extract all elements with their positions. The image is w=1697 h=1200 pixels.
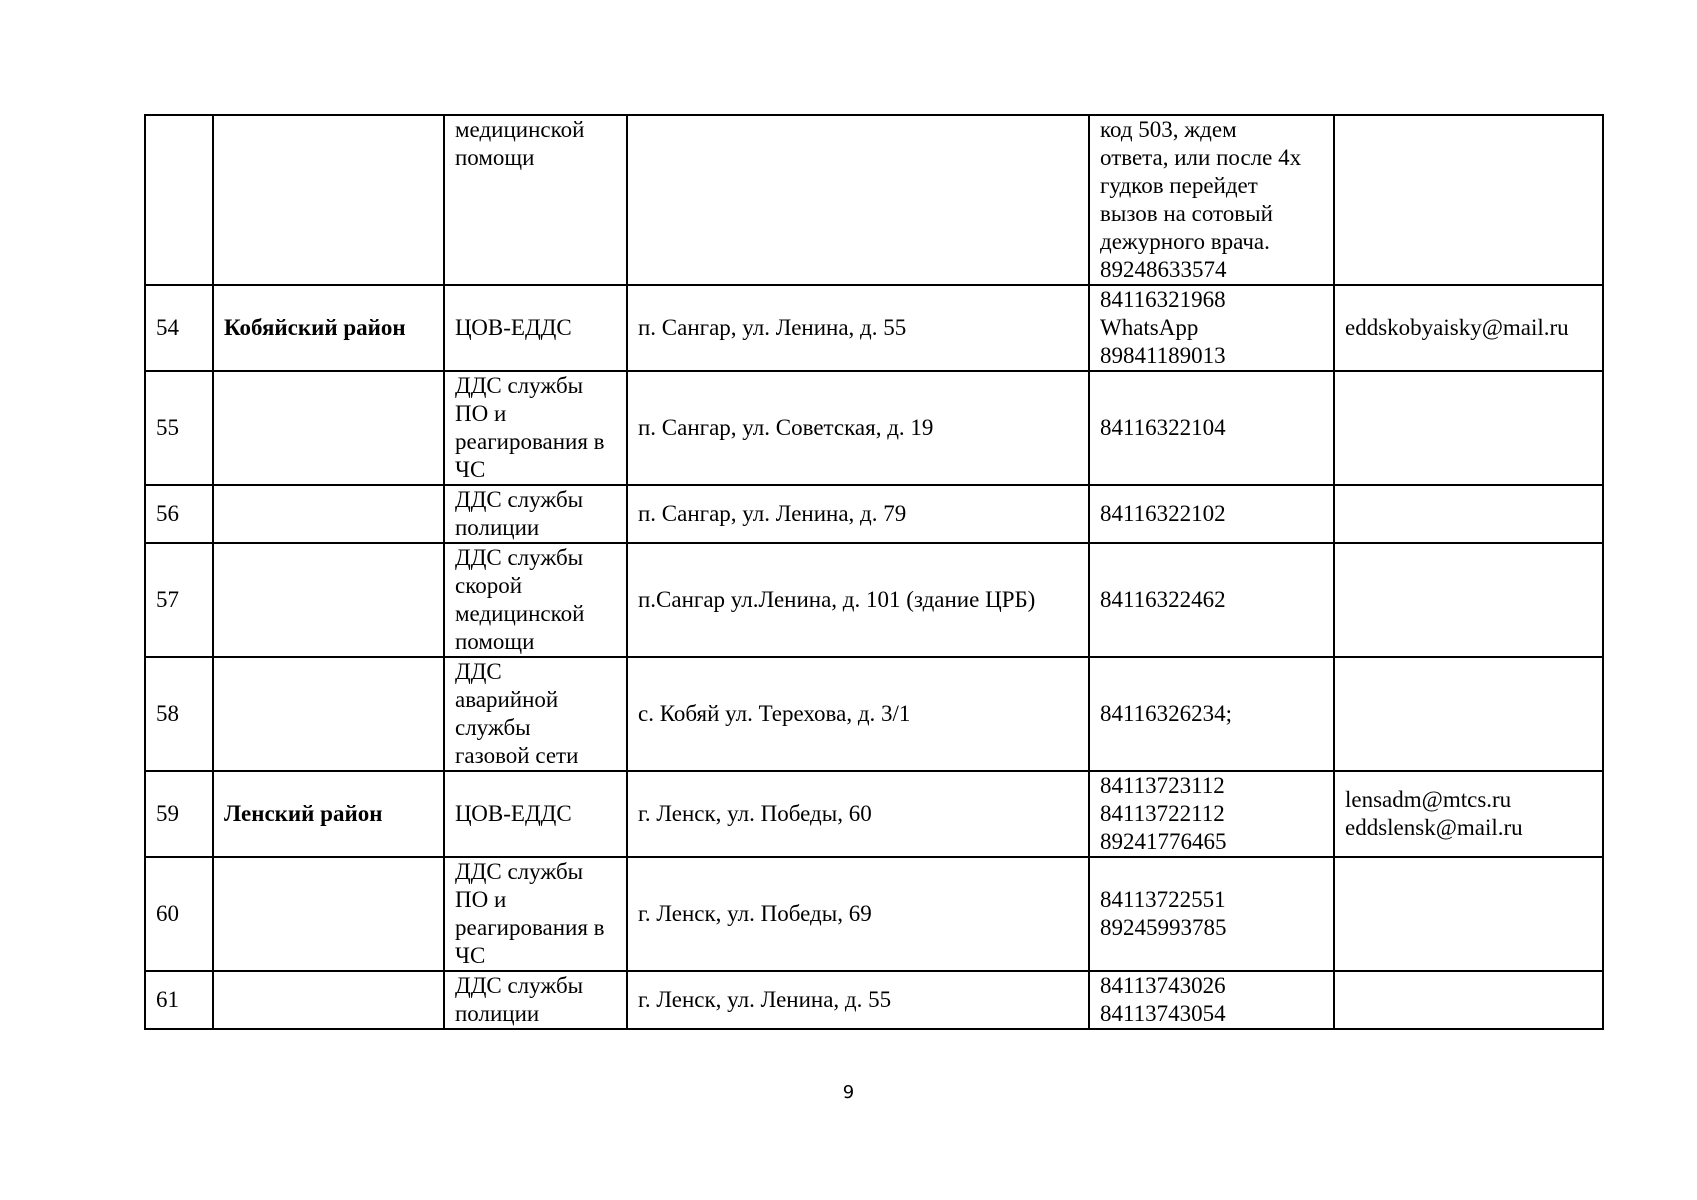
address-text: с. Кобяй ул. Терехова, д. 3/1 xyxy=(638,701,911,726)
phone-line: 84113722112 xyxy=(1100,801,1225,826)
row-number: 54 xyxy=(156,315,179,340)
district-cell xyxy=(213,115,444,285)
service-line: скорой xyxy=(455,573,523,598)
row-number: 56 xyxy=(156,501,179,526)
service-cell xyxy=(444,771,627,857)
address-cell xyxy=(627,857,1089,971)
address-text: п. Сангар, ул. Ленина, д. 79 xyxy=(638,501,907,526)
service-line: медицинской xyxy=(455,117,585,142)
service-cell xyxy=(444,115,627,285)
contacts-table xyxy=(144,114,1604,1030)
phone-cell xyxy=(1089,371,1334,485)
district-cell xyxy=(213,971,444,1029)
service-cell xyxy=(444,285,627,371)
address-cell xyxy=(627,971,1089,1029)
service-line: ДДС службы xyxy=(455,973,584,998)
phone-cell xyxy=(1089,285,1334,371)
service-cell xyxy=(444,657,627,771)
phone-line: код 503, ждем xyxy=(1100,117,1237,142)
row-number: 57 xyxy=(156,587,179,612)
email-line: lensadm@mtcs.ru xyxy=(1345,787,1512,812)
district-cell xyxy=(213,657,444,771)
district-cell xyxy=(213,543,444,657)
address-text: г. Ленск, ул. Победы, 60 xyxy=(638,801,872,826)
phone-line: 89241776465 xyxy=(1100,829,1227,854)
address-cell xyxy=(627,115,1089,285)
email-cell xyxy=(1334,771,1603,857)
row-number: 60 xyxy=(156,901,179,926)
email-cell xyxy=(1334,285,1603,371)
address-cell xyxy=(627,771,1089,857)
service-cell xyxy=(444,971,627,1029)
district-cell xyxy=(213,771,444,857)
service-line: ПО и xyxy=(455,401,507,426)
district-cell xyxy=(213,285,444,371)
row-number-cell xyxy=(145,485,213,543)
page-number: 9 xyxy=(842,1082,855,1103)
service-line: газовой сети xyxy=(455,743,579,768)
address-text: п. Сангар, ул. Ленина, д. 55 xyxy=(638,315,907,340)
service-line: помощи xyxy=(455,629,535,654)
phone-cell xyxy=(1089,857,1334,971)
address-text: п. Сангар, ул. Советская, д. 19 xyxy=(638,415,934,440)
district-cell xyxy=(213,485,444,543)
table-row xyxy=(145,371,1603,485)
service-line: аварийной xyxy=(455,687,559,712)
row-number-cell xyxy=(145,657,213,771)
phone-line: 84116322102 xyxy=(1100,501,1226,526)
table-row xyxy=(145,971,1603,1029)
email-cell xyxy=(1334,971,1603,1029)
service-line: ЧС xyxy=(455,457,486,482)
phone-line: ответа, или после 4х xyxy=(1100,145,1302,170)
phone-line: 84113722551 xyxy=(1100,887,1226,912)
service-line: полиции xyxy=(455,1001,540,1026)
email-line: eddskobyaisky@mail.ru xyxy=(1345,315,1569,340)
email-line: eddslensk@mail.ru xyxy=(1345,815,1523,840)
phone-cell xyxy=(1089,771,1334,857)
service-line: ДДС службы xyxy=(455,487,584,512)
row-number-cell xyxy=(145,971,213,1029)
table-row xyxy=(145,857,1603,971)
address-cell xyxy=(627,543,1089,657)
address-cell xyxy=(627,371,1089,485)
row-number-cell xyxy=(145,543,213,657)
row-number-cell xyxy=(145,771,213,857)
table-row xyxy=(145,285,1603,371)
table-body xyxy=(145,115,1603,1029)
row-number-cell xyxy=(145,857,213,971)
address-text: г. Ленск, ул. Ленина, д. 55 xyxy=(638,987,892,1012)
row-number-cell xyxy=(145,371,213,485)
service-cell xyxy=(444,485,627,543)
service-line: ДДС службы xyxy=(455,545,584,570)
row-number: 55 xyxy=(156,415,179,440)
phone-line: 84116326234; xyxy=(1100,701,1233,726)
email-cell xyxy=(1334,657,1603,771)
phone-line: 84116321968 xyxy=(1100,287,1226,312)
phone-line: 84113723112 xyxy=(1100,773,1225,798)
email-cell xyxy=(1334,857,1603,971)
table-row xyxy=(145,657,1603,771)
phone-cell xyxy=(1089,657,1334,771)
service-line: ЧС xyxy=(455,943,486,968)
district-cell xyxy=(213,857,444,971)
district-cell xyxy=(213,371,444,485)
phone-cell xyxy=(1089,543,1334,657)
address-cell xyxy=(627,285,1089,371)
phone-line: вызов на сотовый xyxy=(1100,201,1273,226)
service-cell xyxy=(444,543,627,657)
phone-cell xyxy=(1089,115,1334,285)
service-line: помощи xyxy=(455,145,535,170)
address-cell xyxy=(627,657,1089,771)
row-number-cell xyxy=(145,285,213,371)
email-cell xyxy=(1334,371,1603,485)
address-text: г. Ленск, ул. Победы, 69 xyxy=(638,901,872,926)
table-row xyxy=(145,543,1603,657)
service-line: ДДС службы xyxy=(455,373,584,398)
service-line: службы xyxy=(455,715,531,740)
service-line: ЦОВ-ЕДДС xyxy=(455,801,572,826)
service-cell xyxy=(444,371,627,485)
address-cell xyxy=(627,485,1089,543)
phone-line: 84116322462 xyxy=(1100,587,1226,612)
row-number: 59 xyxy=(156,801,179,826)
phone-cell xyxy=(1089,485,1334,543)
service-line: медицинской xyxy=(455,601,585,626)
district-name: Ленский район xyxy=(224,801,383,826)
email-cell xyxy=(1334,485,1603,543)
service-line: ПО и xyxy=(455,887,507,912)
phone-line: 89248633574 xyxy=(1100,257,1227,282)
service-line: ДДС службы xyxy=(455,859,584,884)
phone-line: 89841189013 xyxy=(1100,343,1226,368)
email-cell xyxy=(1334,543,1603,657)
row-number: 58 xyxy=(156,701,179,726)
phone-line: 84113743054 xyxy=(1100,1001,1226,1026)
service-line: ДДС xyxy=(455,659,502,684)
table-row xyxy=(145,485,1603,543)
service-line: ЦОВ-ЕДДС xyxy=(455,315,572,340)
district-name: Кобяйский район xyxy=(224,315,406,340)
table-row xyxy=(145,115,1603,285)
row-number: 61 xyxy=(156,987,179,1012)
phone-line: WhatsApp xyxy=(1100,315,1199,340)
service-line: полиции xyxy=(455,515,540,540)
address-text: п.Сангар ул.Ленина, д. 101 (здание ЦРБ) xyxy=(638,587,1036,612)
phone-line: гудков перейдет xyxy=(1100,173,1258,198)
service-line: реагирования в xyxy=(455,915,605,940)
phone-line: дежурного врача. xyxy=(1100,229,1270,254)
phone-line: 89245993785 xyxy=(1100,915,1227,940)
phone-line: 84116322104 xyxy=(1100,415,1226,440)
service-cell xyxy=(444,857,627,971)
phone-line: 84113743026 xyxy=(1100,973,1226,998)
phone-cell xyxy=(1089,971,1334,1029)
table-row xyxy=(145,771,1603,857)
email-cell xyxy=(1334,115,1603,285)
service-line: реагирования в xyxy=(455,429,605,454)
row-number-cell xyxy=(145,115,213,285)
